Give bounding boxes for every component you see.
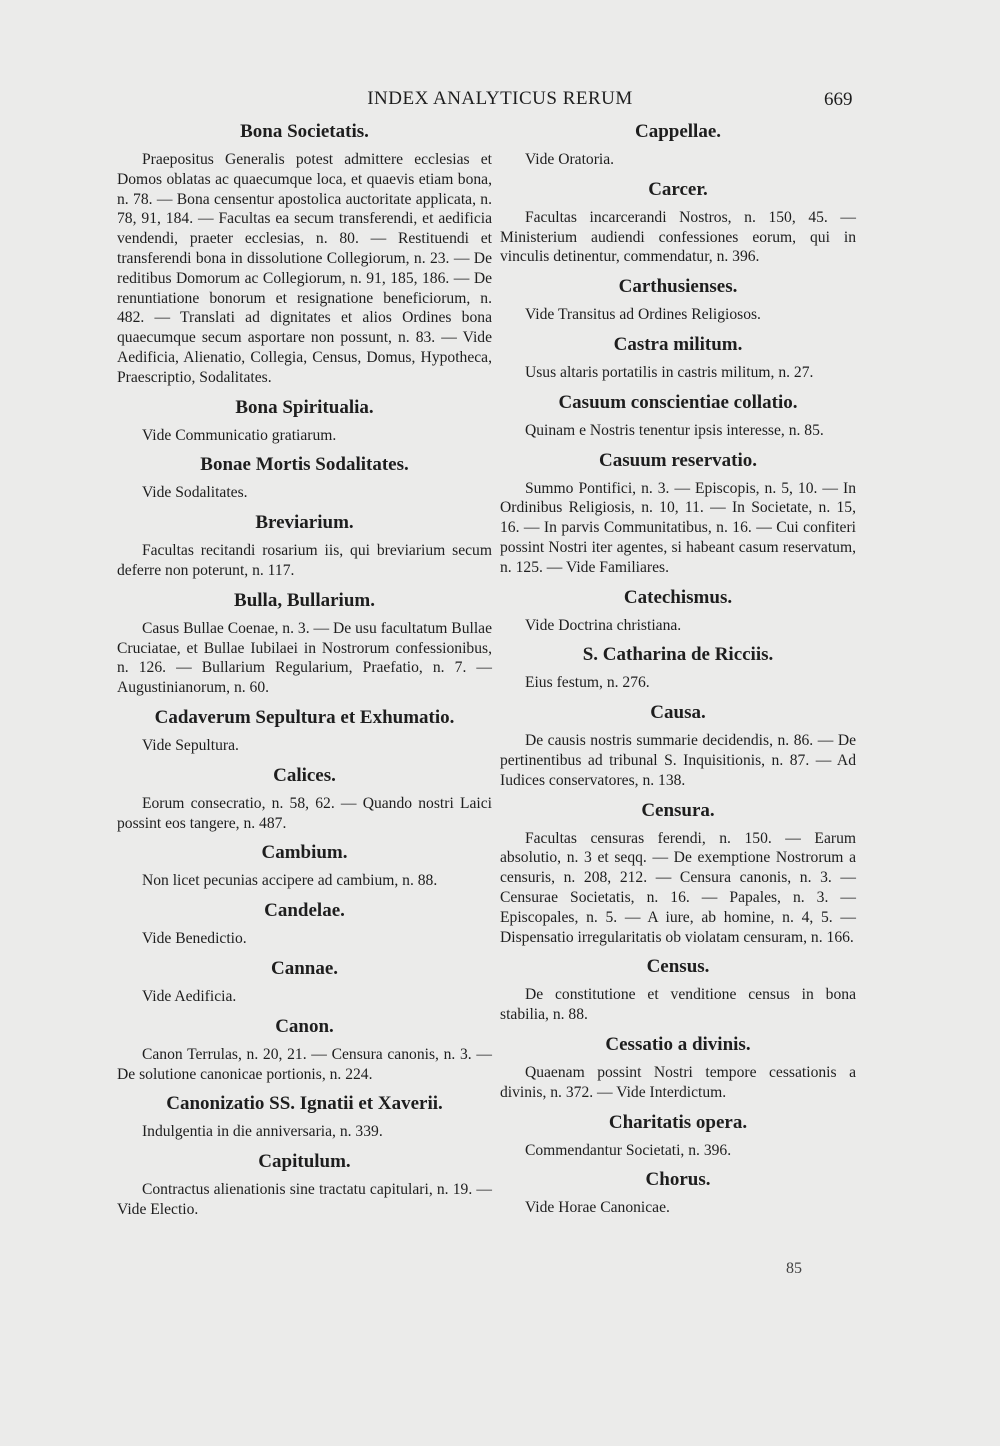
index-entry: [500, 120, 856, 170]
entry-text: Facultas censuras ferendi, n. 150. — Earum absolutio, n. 3 et seqq. — De exemptione Nostrorum a censuris, n. 208, 212. — Censura canonis, n. 3. — Censurae Societatis, n. 16. — Papales, n. 3. — Episcopales, n. 5. — A iure, ab homine, n. 4, 5. — Dispensatio irregularitatis ob violatam censuram, n. 166.: [500, 829, 856, 946]
entry-heading: Breviarium.: [255, 512, 354, 534]
index-entry: [117, 1092, 492, 1142]
index-entry: [500, 275, 856, 325]
entry-heading: Castra militum.: [613, 333, 743, 355]
right-column: [500, 120, 856, 1226]
entry-text: Commendantur Societati, n. 396.: [524, 1141, 732, 1159]
entry-text: Vide Oratoria.: [524, 151, 615, 168]
entry-text: Vide Transitus ad Ordines Religiosos.: [524, 306, 761, 324]
entry-heading: S. Catharina de Ricciis.: [582, 644, 774, 666]
entry-heading: Cessatio a divinis.: [605, 1033, 751, 1055]
index-entry: [500, 1111, 856, 1161]
entry-heading: Charitatis opera.: [608, 1111, 748, 1133]
entry-text: Vide Benedictio.: [141, 930, 247, 948]
index-entry: [117, 120, 492, 388]
entry-text: De constitutione et venditione census in bona stabilia, n. 88.: [500, 986, 856, 1024]
entry-heading: Calices.: [273, 764, 336, 786]
entry-heading: Casuum reservatio.: [599, 449, 757, 471]
entry-text: Canon Terrulas, n. 20, 21. — Censura canonis, n. 3. — De solutione canonicae portionis, n. 224.: [117, 1045, 492, 1083]
entry-heading: Canonizatio SS. Ignatii et Xaverii.: [166, 1093, 443, 1115]
entry-heading: Catechismus.: [623, 586, 733, 608]
index-entry: [117, 706, 492, 756]
entry-text: Contractus alienationis sine tractatu capitulari, n. 19. — Vide Electio.: [117, 1181, 492, 1218]
entry-heading: Censura.: [641, 799, 715, 821]
entry-text: Praepositus Generalis potest admittere ecclesias et Domos oblatas ac quaecumque loca, et quaevis etiam bona, n. 78. — Bona censentur apostolica auctoritate applicata, n. 78, 91, 184. — Facultas ea secum transferendi, et aedificia vendendi, praeter ecclesias, n. 80. — Restituendi et transferendi bona in dissolutione Collegiorum, n. 23. — De reditibus Domorum ac Collegiorum, n. 91, 185, 186. — De renuntiatione bonorum et resignatione beneficiorum, n. 482. — Translati ad dignitates et alios Ordines bona quaecumque secum asportare non possunt, n. 83. — Vide Aedificia, Alienatio, Collegia, Census, Domus, Hypotheca, Praescriptio, Sodalitates.: [117, 151, 492, 386]
index-entry: [117, 453, 492, 503]
entry-heading: Cadaverum Sepultura et Exhumatio.: [154, 706, 455, 728]
index-entry: [500, 333, 856, 383]
index-entry: [117, 899, 492, 949]
entry-text: Usus altaris portatilis in castris militum, n. 27.: [524, 363, 814, 381]
index-entry: [117, 764, 492, 834]
entry-heading: Cappellae.: [634, 121, 722, 142]
index-entry: [500, 586, 856, 636]
index-entry: [500, 1033, 856, 1103]
index-entry: [500, 799, 856, 948]
entry-text: Quaenam possint Nostri tempore cessationis a divinis, n. 372. — Vide Interdictum.: [500, 1063, 856, 1101]
entry-text: Eius festum, n. 276.: [524, 674, 650, 692]
index-entry: [500, 1168, 856, 1218]
left-column: [117, 120, 492, 1228]
entry-text: Vide Aedificia.: [141, 987, 237, 1005]
entry-text: Indulgentia in die anniversaria, n. 339.: [141, 1123, 383, 1141]
entry-heading: Bona Societatis.: [240, 121, 369, 142]
entry-heading: Bona Spiritualia.: [235, 396, 374, 418]
index-entry: [117, 511, 492, 581]
index-entry: [500, 449, 856, 578]
entry-text: Vide Communicatio gratiarum.: [141, 426, 337, 444]
index-entry: [500, 391, 856, 441]
entry-heading: Cambium.: [261, 842, 348, 864]
entry-text: Quinam e Nostris tenentur ipsis interesse, n. 85.: [524, 421, 824, 439]
index-entry: [117, 396, 492, 446]
entry-heading: Candelae.: [264, 900, 345, 922]
entry-heading: Bonae Mortis Sodalitates.: [200, 454, 409, 476]
index-entry: [500, 643, 856, 693]
index-entry: [117, 1150, 492, 1220]
entry-heading: Capitulum.: [258, 1151, 351, 1173]
entry-text: Casus Bullae Coenae, n. 3. — De usu facultatum Bullae Cruciatae, et Bullae Iubilaei in Nostrorum confessionibus, n. 126. — Bullarium Regularium, Praefatio, n. 7. — Augustinianorum, n. 60.: [117, 619, 492, 697]
entry-heading: Bulla, Bullarium.: [234, 589, 375, 611]
index-entry: [117, 1015, 492, 1085]
entry-text: Vide Sepultura.: [141, 736, 239, 754]
entry-text: Summo Pontifici, n. 3. — Episcopis, n. 5, 10. — In Ordinibus Religiosis, n. 10, 11. — In Societate, n. 15, 16. — In parvis Communitatibus, n. 16. — Cui confiteri possint Nostri iter agentes, si habeant casum reservatum, n. 125. — Vide Familiares.: [500, 479, 856, 576]
entry-text: Non licet pecunias accipere ad cambium, n. 88.: [141, 872, 438, 890]
entry-text: De causis nostris summarie decidendis, n. 86. — De pertinentibus ad tribunal S. Inquisitionis, n. 87. — Ad Iudices conservatores, n. 138.: [500, 732, 856, 789]
entry-heading: Chorus.: [645, 1169, 711, 1191]
index-entry: [117, 957, 492, 1007]
signature-mark: 85: [786, 1260, 802, 1277]
index-entry: [117, 841, 492, 891]
entry-heading: Casuum conscientiae collatio.: [558, 391, 798, 413]
entry-heading: Causa.: [650, 702, 706, 724]
entry-text: Vide Sodalitates.: [141, 484, 248, 502]
entry-text: Vide Doctrina christiana.: [524, 616, 682, 634]
page-number: 669: [824, 89, 853, 110]
entry-text: Vide Horae Canonicae.: [524, 1199, 670, 1217]
index-entry: [500, 178, 856, 267]
index-entry: [500, 955, 856, 1025]
entry-heading: Census.: [646, 956, 710, 978]
entry-text: Eorum consecratio, n. 58, 62. — Quando nostri Laici possint eos tangere, n. 487.: [117, 794, 492, 832]
entry-heading: Cannae.: [270, 957, 339, 979]
index-entry: [500, 701, 856, 790]
entry-text: Facultas incarcerandi Nostros, n. 150, 45. — Ministerium audiendi confessiones eorum, qui in vinculis detinentur, commendatur, n. 396.: [500, 208, 856, 266]
index-entry: [117, 589, 492, 698]
entry-heading: Canon.: [275, 1015, 334, 1037]
running-head: INDEX ANALYTICUS RERUM: [367, 88, 633, 109]
entry-text: Facultas recitandi rosarium iis, qui breviarium secum deferre non poterunt, n. 117.: [117, 542, 492, 579]
entry-heading: Carthusienses.: [618, 276, 738, 298]
entry-heading: Carcer.: [648, 178, 708, 200]
